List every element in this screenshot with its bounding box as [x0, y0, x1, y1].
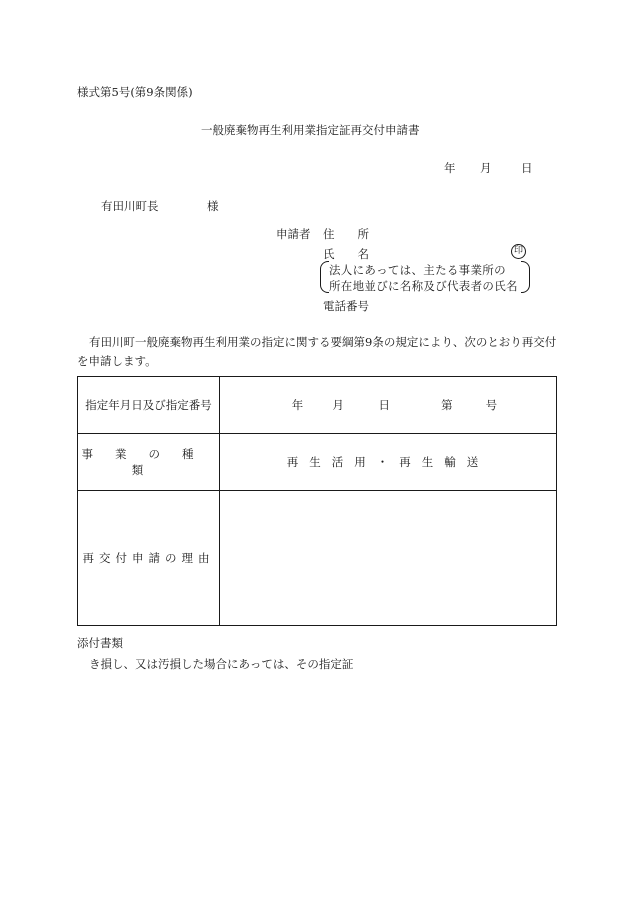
application-table [77, 376, 557, 626]
designation-no-prefix: 第 [441, 398, 453, 412]
reason-value[interactable] [220, 491, 557, 626]
corporate-note [320, 261, 530, 293]
addressee [101, 198, 219, 214]
right-bracket [521, 261, 530, 293]
designation-value[interactable] [220, 377, 557, 434]
date-year: 年 [444, 161, 456, 175]
applicant-label: 申請者 [276, 227, 311, 241]
phone-field-label: 電話番号 [323, 299, 369, 313]
business-type-label [78, 434, 220, 491]
attachments-item: き損し、又は汚損した場合にあっては、その指定証 [89, 657, 354, 671]
table-row-reason [78, 491, 557, 626]
date-line [444, 160, 533, 176]
reason-label [78, 491, 220, 626]
table-row-designation [78, 377, 557, 434]
designation-day: 日 [378, 398, 390, 412]
designation-date-number [279, 398, 497, 412]
designation-no-suffix: 号 [485, 398, 498, 412]
addressee-honorific: 様 [207, 199, 219, 213]
left-bracket [320, 261, 329, 293]
name-field-label: 氏 名 [323, 247, 369, 261]
attachments-title: 添付書類 [77, 636, 123, 650]
reason-label-text: 再交付申請の理由 [82, 551, 215, 565]
date-day: 日 [521, 161, 533, 175]
business-type-value[interactable] [220, 434, 557, 491]
seal-mark: 印 [511, 244, 526, 259]
designation-month: 月 [332, 398, 344, 412]
addressee-name: 有田川町長 [101, 199, 159, 213]
address-field-label: 住 所 [323, 227, 369, 241]
corporate-note-line-2: 所在地並びに名称及び代表者の氏名 [329, 279, 518, 293]
designation-year: 年 [291, 398, 304, 412]
designation-label: 指定年月日及び指定番号 [78, 377, 220, 434]
document-title: 一般廃棄物再生利用業指定証再交付申請書 [201, 123, 420, 137]
table-row-business-type [78, 434, 557, 491]
business-type-label-text: 事業の種類 [81, 447, 216, 477]
business-type-text: 再生活用・再生輸送 [286, 455, 490, 469]
application-statement: 有田川町一般廃棄物再生利用業の指定に関する要綱第9条の規定により、次のとおり再交付を申請します。 [77, 335, 557, 368]
date-month: 月 [480, 161, 492, 175]
form-number: 様式第5号(第9条関係) [77, 85, 193, 99]
corporate-note-line-1: 法人にあっては、主たる事業所の [329, 263, 506, 277]
